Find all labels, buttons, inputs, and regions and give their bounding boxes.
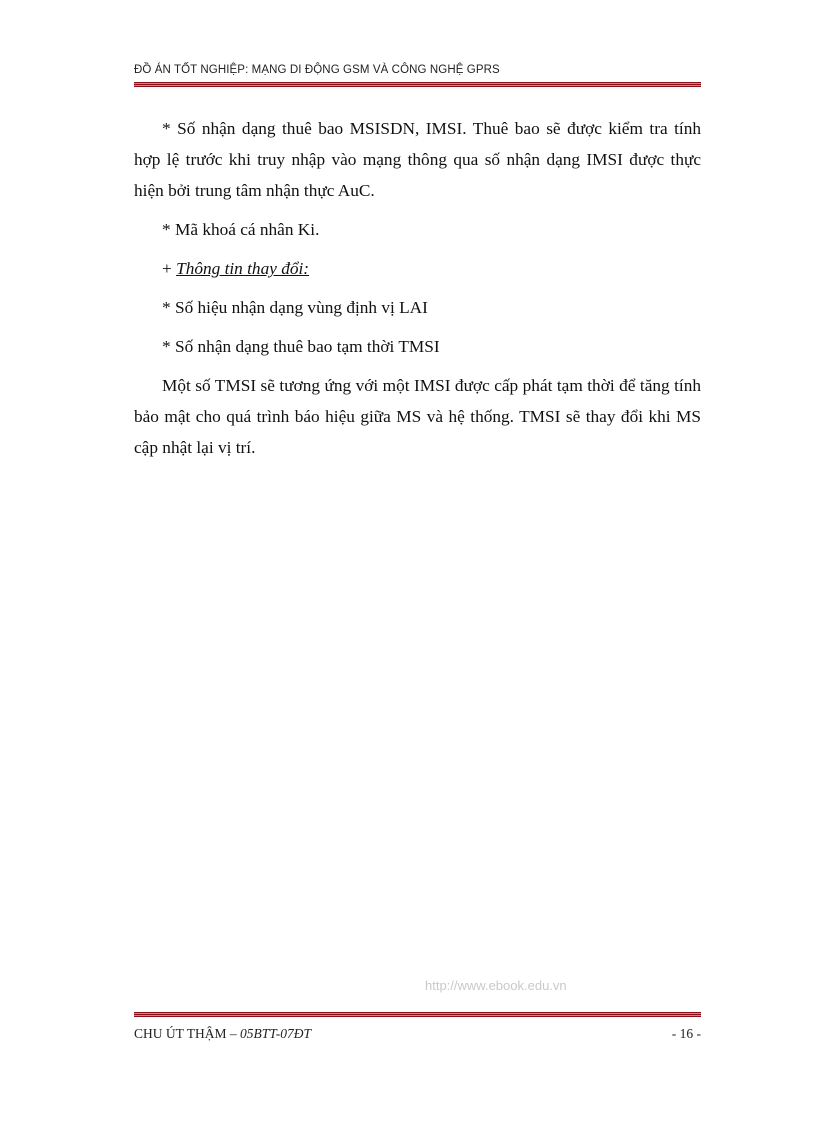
- page-body: [134, 113, 701, 471]
- page-footer: [134, 1026, 701, 1042]
- footer-author-line: [134, 1026, 311, 1042]
- footer-rule: [134, 1012, 701, 1017]
- subheading-text: Thông tin thay đổi:: [176, 259, 310, 278]
- subheading-changing-info: [134, 253, 701, 284]
- paragraph-lai: * Số hiệu nhận dạng vùng định vị LAI: [162, 298, 428, 317]
- subheading-prefix: +: [162, 259, 177, 278]
- paragraph-msisdn-imsi: * Số nhận dạng thuê bao MSISDN, IMSI. Thuê bao sẽ được kiểm tra tính hợp lệ trước khi truy nhập vào mạng thông qua số nhận dạng IMSI được thực hiện bởi trung tâm nhận thực AuC.: [134, 119, 701, 200]
- paragraph-tmsi: * Số nhận dạng thuê bao tạm thời TMSI: [162, 337, 440, 356]
- paragraph-tmsi-description: Một số TMSI sẽ tương ứng với một IMSI được cấp phát tạm thời để tăng tính bảo mật cho quá trình báo hiệu giữa MS và hệ thống. TMSI sẽ thay đổi khi MS cập nhật lại vị trí.: [134, 376, 701, 457]
- page-number: - 16 -: [671, 1026, 701, 1041]
- footer-author: CHU ÚT THẬM –: [134, 1026, 241, 1041]
- page-header-title: ĐỒ ÁN TỐT NGHIỆP: MẠNG DI ĐỘNG GSM VÀ CÔNG NGHỆ GPRS: [134, 64, 500, 76]
- header-rule: [134, 82, 701, 87]
- watermark-url: http://www.ebook.edu.vn: [425, 978, 567, 993]
- paragraph-ki: * Mã khoá cá nhân Ki.: [162, 220, 320, 239]
- footer-class-code: 05BTT-07ĐT: [240, 1026, 312, 1041]
